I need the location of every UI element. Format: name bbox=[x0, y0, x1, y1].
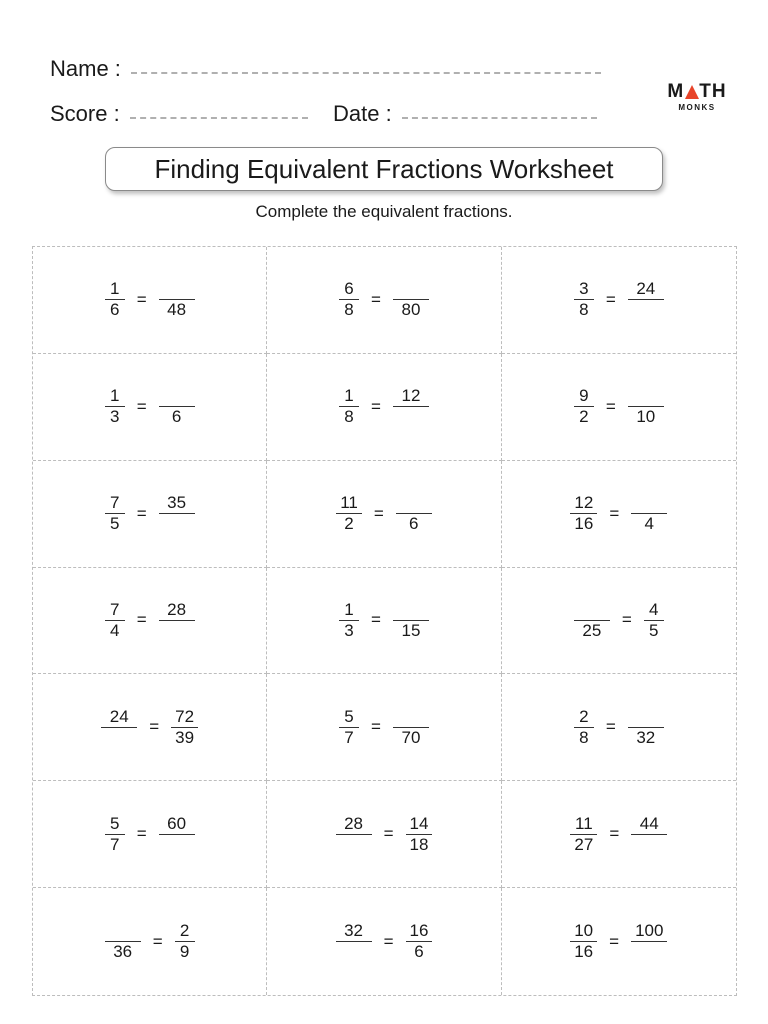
right-fraction bbox=[628, 707, 664, 748]
denominator: 7 bbox=[344, 727, 354, 747]
equals-sign: = bbox=[605, 717, 616, 737]
right-fraction bbox=[628, 386, 664, 427]
right-fraction bbox=[406, 921, 433, 962]
numerator: 35 bbox=[167, 493, 187, 513]
denominator: 8 bbox=[579, 300, 589, 320]
right-fraction bbox=[159, 814, 195, 855]
equivalent-fraction-problem bbox=[105, 814, 195, 855]
denominator: 6 bbox=[171, 407, 182, 427]
numerator-blank[interactable] bbox=[173, 386, 181, 406]
numerator: 10 bbox=[574, 921, 594, 941]
right-fraction bbox=[631, 814, 667, 855]
numerator: 24 bbox=[109, 706, 129, 726]
denominator: 2 bbox=[579, 407, 589, 427]
numerator: 6 bbox=[344, 279, 354, 299]
equals-sign: = bbox=[621, 610, 632, 630]
left-fraction bbox=[570, 814, 597, 855]
right-fraction bbox=[406, 814, 433, 855]
right-fraction bbox=[631, 493, 667, 534]
left-fraction bbox=[570, 493, 597, 534]
problem-cell bbox=[33, 568, 267, 675]
logo-text-left: M bbox=[667, 81, 685, 102]
equals-sign: = bbox=[609, 931, 620, 951]
denominator: 7 bbox=[109, 834, 120, 854]
equals-sign: = bbox=[371, 717, 381, 737]
numerator: 72 bbox=[175, 706, 195, 726]
left-fraction bbox=[339, 279, 359, 320]
denominator: 32 bbox=[636, 727, 656, 747]
date-field-row bbox=[333, 101, 597, 127]
denominator: 36 bbox=[113, 942, 133, 962]
numerator: 5 bbox=[344, 706, 354, 726]
left-fraction bbox=[336, 814, 372, 855]
equals-sign: = bbox=[371, 610, 381, 630]
right-fraction bbox=[631, 921, 667, 962]
denominator-blank[interactable] bbox=[173, 621, 181, 641]
name-label: Name : bbox=[50, 56, 121, 81]
denominator: 16 bbox=[574, 942, 594, 962]
denominator: 4 bbox=[644, 514, 654, 534]
equivalent-fraction-problem bbox=[339, 707, 429, 748]
denominator: 6 bbox=[414, 942, 424, 962]
numerator: 1 bbox=[344, 386, 354, 406]
problem-cell bbox=[33, 781, 267, 888]
numerator-blank[interactable] bbox=[407, 279, 415, 299]
problem-cell bbox=[267, 354, 501, 461]
numerator-blank[interactable] bbox=[407, 600, 415, 620]
numerator: 2 bbox=[179, 921, 190, 941]
equals-sign: = bbox=[605, 289, 616, 309]
equivalent-fraction-problem bbox=[101, 707, 198, 748]
numerator-blank[interactable] bbox=[645, 493, 653, 513]
equals-sign: = bbox=[383, 931, 394, 951]
equivalent-fraction-problem bbox=[570, 493, 667, 534]
numerator: 3 bbox=[579, 279, 589, 299]
name-field-row bbox=[50, 56, 601, 82]
numerator-blank[interactable] bbox=[588, 600, 596, 620]
numerator: 28 bbox=[167, 599, 187, 619]
denominator: 27 bbox=[574, 834, 594, 854]
left-fraction bbox=[574, 386, 594, 427]
score-field-row bbox=[50, 101, 308, 127]
problem-cell bbox=[502, 354, 736, 461]
right-fraction bbox=[393, 386, 429, 427]
denominator: 3 bbox=[109, 407, 120, 427]
denominator-blank[interactable] bbox=[642, 300, 650, 320]
denominator: 8 bbox=[579, 727, 589, 747]
equals-sign: = bbox=[149, 717, 160, 737]
left-fraction bbox=[574, 600, 610, 641]
problem-cell bbox=[267, 781, 501, 888]
equals-sign: = bbox=[136, 503, 147, 523]
numerator: 1 bbox=[109, 279, 120, 299]
left-fraction bbox=[339, 600, 359, 641]
numerator: 4 bbox=[649, 599, 659, 619]
left-fraction bbox=[574, 279, 594, 320]
denominator: 5 bbox=[109, 514, 120, 534]
right-fraction bbox=[393, 707, 429, 748]
denominator: 2 bbox=[344, 514, 354, 534]
right-fraction bbox=[644, 600, 664, 641]
numerator: 16 bbox=[409, 921, 429, 941]
left-fraction bbox=[101, 707, 137, 748]
left-fraction bbox=[105, 493, 125, 534]
equals-sign: = bbox=[136, 289, 147, 309]
numerator: 1 bbox=[344, 599, 354, 619]
right-fraction bbox=[159, 279, 195, 320]
equals-sign: = bbox=[136, 396, 147, 416]
equivalent-fraction-problem bbox=[574, 707, 664, 748]
equivalent-fraction-problem bbox=[339, 279, 429, 320]
right-fraction bbox=[393, 279, 429, 320]
problem-cell bbox=[33, 461, 267, 568]
problem-cell bbox=[502, 461, 736, 568]
problem-cell bbox=[502, 888, 736, 995]
problem-cell bbox=[502, 781, 736, 888]
right-fraction bbox=[175, 921, 195, 962]
numerator-blank[interactable] bbox=[642, 707, 650, 727]
denominator: 9 bbox=[179, 942, 190, 962]
left-fraction bbox=[339, 386, 359, 427]
equals-sign: = bbox=[609, 503, 620, 523]
denominator-blank[interactable] bbox=[173, 514, 181, 534]
equivalent-fraction-problem bbox=[339, 600, 429, 641]
numerator: 12 bbox=[574, 493, 594, 513]
equivalent-fraction-problem bbox=[105, 279, 195, 320]
equivalent-fraction-problem bbox=[336, 814, 433, 855]
denominator: 10 bbox=[636, 407, 656, 427]
left-fraction bbox=[339, 707, 359, 748]
equivalent-fraction-problem bbox=[574, 386, 664, 427]
name-input-line[interactable] bbox=[131, 72, 601, 74]
equivalent-fraction-problem bbox=[574, 279, 664, 320]
worksheet-title: Finding Equivalent Fractions Worksheet bbox=[154, 153, 614, 184]
equivalent-fraction-problem bbox=[105, 600, 195, 641]
denominator: 3 bbox=[344, 620, 354, 640]
triangle-icon bbox=[685, 85, 699, 99]
math-monks-logo bbox=[664, 82, 730, 112]
numerator: 7 bbox=[109, 493, 120, 513]
right-fraction bbox=[159, 386, 195, 427]
numerator: 44 bbox=[639, 813, 659, 833]
numerator: 11 bbox=[575, 813, 593, 833]
equivalent-fraction-problem bbox=[570, 814, 667, 855]
score-input-line[interactable] bbox=[130, 117, 308, 119]
numerator-blank[interactable] bbox=[119, 921, 127, 941]
right-fraction bbox=[159, 600, 195, 641]
denominator: 70 bbox=[401, 727, 421, 747]
problem-cell bbox=[267, 461, 501, 568]
problem-cell bbox=[502, 247, 736, 354]
denominator: 48 bbox=[167, 300, 187, 320]
problem-cell bbox=[502, 674, 736, 781]
right-fraction bbox=[628, 279, 664, 320]
numerator: 100 bbox=[635, 921, 664, 941]
problem-cell bbox=[267, 568, 501, 675]
denominator: 39 bbox=[175, 727, 195, 747]
problem-cell bbox=[267, 674, 501, 781]
numerator-blank[interactable] bbox=[173, 279, 181, 299]
numerator: 1 bbox=[109, 386, 120, 406]
denominator-blank[interactable] bbox=[115, 728, 123, 748]
left-fraction bbox=[570, 921, 597, 962]
numerator: 7 bbox=[109, 599, 120, 619]
denominator-blank[interactable] bbox=[173, 835, 181, 855]
numerator-blank[interactable] bbox=[410, 493, 418, 513]
denominator: 15 bbox=[401, 620, 421, 640]
denominator: 4 bbox=[109, 620, 120, 640]
left-fraction bbox=[105, 279, 125, 320]
equivalent-fraction-problem bbox=[574, 600, 664, 641]
denominator: 80 bbox=[401, 300, 421, 320]
denominator-blank[interactable] bbox=[407, 407, 415, 427]
equivalent-fraction-problem bbox=[105, 386, 195, 427]
numerator-blank[interactable] bbox=[642, 386, 650, 406]
left-fraction bbox=[105, 600, 125, 641]
right-fraction bbox=[396, 493, 432, 534]
numerator: 32 bbox=[344, 921, 364, 941]
equals-sign: = bbox=[605, 396, 616, 416]
denominator: 8 bbox=[344, 407, 354, 427]
numerator: 9 bbox=[579, 386, 589, 406]
denominator: 6 bbox=[109, 300, 120, 320]
problem-cell bbox=[33, 354, 267, 461]
denominator: 8 bbox=[344, 300, 354, 320]
right-fraction bbox=[171, 707, 198, 748]
denominator: 18 bbox=[409, 834, 429, 854]
equals-sign: = bbox=[152, 931, 163, 951]
equals-sign: = bbox=[383, 824, 394, 844]
date-label: Date : bbox=[333, 101, 392, 126]
denominator-blank[interactable] bbox=[350, 835, 358, 855]
numerator: 12 bbox=[401, 386, 421, 406]
denominator-blank[interactable] bbox=[645, 942, 653, 962]
right-fraction bbox=[159, 493, 195, 534]
left-fraction bbox=[105, 386, 125, 427]
instructions: Complete the equivalent fractions. bbox=[255, 202, 513, 221]
equals-sign: = bbox=[136, 824, 147, 844]
numerator: 5 bbox=[109, 813, 120, 833]
numerator: 2 bbox=[579, 706, 589, 726]
denominator: 6 bbox=[409, 514, 419, 534]
left-fraction bbox=[336, 493, 362, 534]
score-label: Score : bbox=[50, 101, 120, 126]
right-fraction bbox=[393, 600, 429, 641]
numerator: 24 bbox=[636, 279, 656, 299]
numerator: 11 bbox=[340, 493, 358, 513]
problem-cell bbox=[267, 247, 501, 354]
equivalent-fraction-problem bbox=[336, 493, 432, 534]
equals-sign: = bbox=[136, 610, 147, 630]
equals-sign: = bbox=[609, 824, 620, 844]
equals-sign: = bbox=[371, 289, 381, 309]
equivalent-fraction-problem bbox=[339, 386, 429, 427]
equivalent-fraction-problem bbox=[105, 493, 195, 534]
equals-sign: = bbox=[371, 396, 381, 416]
numerator-blank[interactable] bbox=[407, 707, 415, 727]
left-fraction bbox=[105, 814, 125, 855]
numerator: 14 bbox=[409, 813, 429, 833]
problem-cell bbox=[267, 888, 501, 995]
problem-cell bbox=[33, 247, 267, 354]
left-fraction bbox=[336, 921, 372, 962]
logo-wordmark bbox=[664, 82, 730, 101]
equivalent-fraction-problem bbox=[570, 921, 667, 962]
numerator: 60 bbox=[167, 813, 187, 833]
problem-cell bbox=[33, 888, 267, 995]
equivalent-fraction-problem bbox=[336, 921, 433, 962]
left-fraction bbox=[105, 921, 141, 962]
denominator-blank[interactable] bbox=[645, 835, 653, 855]
denominator: 5 bbox=[649, 620, 659, 640]
worksheet-title-box bbox=[105, 147, 663, 191]
left-fraction bbox=[574, 707, 594, 748]
problem-grid bbox=[32, 246, 737, 996]
denominator: 16 bbox=[574, 514, 594, 534]
problem-cell bbox=[502, 568, 736, 675]
numerator: 28 bbox=[344, 813, 364, 833]
denominator-blank[interactable] bbox=[350, 942, 358, 962]
date-input-line[interactable] bbox=[402, 117, 597, 119]
denominator: 25 bbox=[582, 620, 602, 640]
equivalent-fraction-problem bbox=[105, 921, 195, 962]
logo-text-right: TH bbox=[699, 81, 727, 102]
equals-sign: = bbox=[373, 503, 384, 523]
logo-subtitle: MONKS bbox=[678, 103, 716, 112]
problem-cell bbox=[33, 674, 267, 781]
